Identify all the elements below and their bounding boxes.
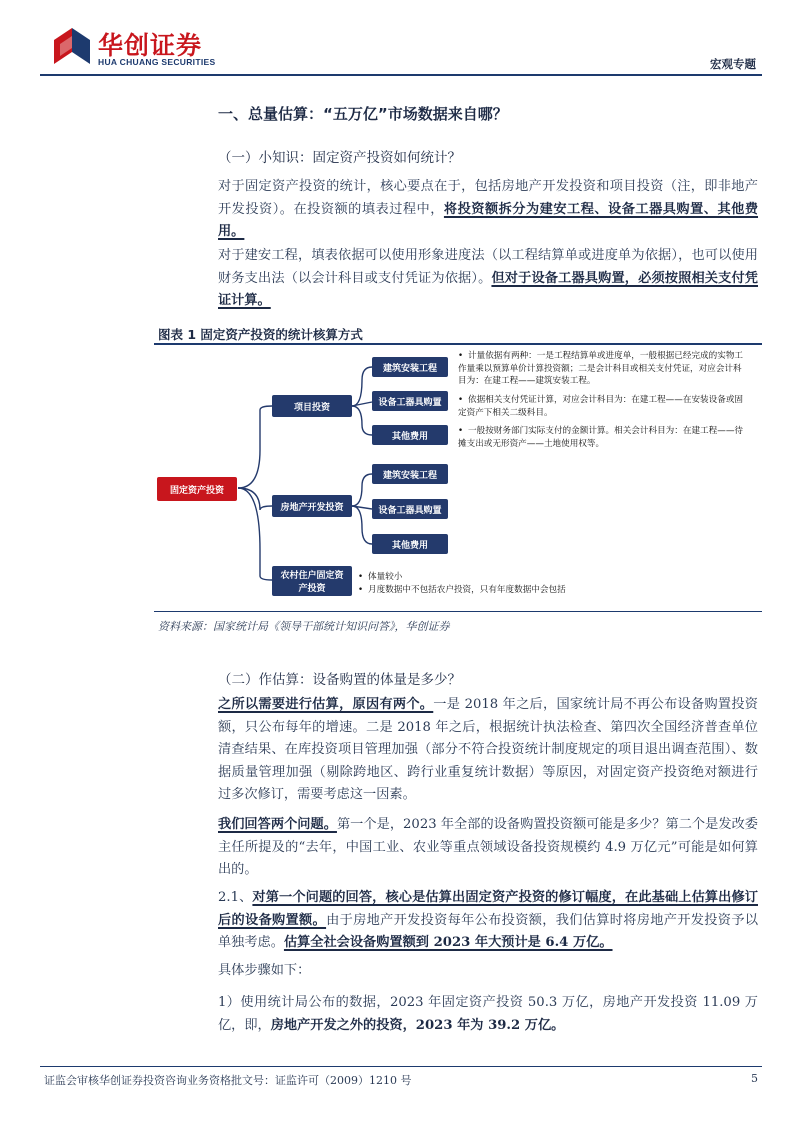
note-other-text: 一般按财务部门实际支付的金额计算。相关会计科目为：在建工程——待摊支出或无形资产——土地使用权等。 <box>458 426 744 449</box>
paragraph-2 <box>218 245 758 313</box>
paragraph-2-emphasis: 但对于设备工器具购置，必须按照相关支付凭证计算。 <box>218 270 758 308</box>
connector-root-branch1 <box>238 406 272 488</box>
logo-text: 华创证券 <box>98 31 203 60</box>
tree-connectors <box>150 350 770 605</box>
note-equipment: • 依据相关支付凭证计算，对应会计科目为：在建工程——在安装设备或固定资产下相关二级科目。 <box>458 395 744 418</box>
logo-subtext: HUA CHUANG SECURITIES <box>98 57 216 67</box>
paragraph-4 <box>218 814 758 882</box>
node-construction-installation-1: 建筑安装工程 <box>372 357 448 377</box>
connector-b2-c <box>352 506 372 544</box>
report-type-label: 宏观专题 <box>710 57 756 71</box>
paragraph-4-emphasis: 我们回答两个问题。 <box>218 817 337 832</box>
connector-b1-b <box>352 402 372 406</box>
source-divider <box>154 611 762 612</box>
node-equipment-purchase-1: 设备工器具购置 <box>372 391 448 411</box>
paragraph-5-emphasis: 对第一个问题的回答，核心是估算出固定资产投资的修订幅度，在此基础上估算出修订后的设备购置额。 <box>218 890 758 928</box>
paragraph-3-text: 一是 2018 年之后，国家统计局不再公布设备购置投资额，只公布每年的增速。二是 2018 年之后，根据统计执法检查、第四次全国经济普查单位清查结果、在库投资项目管理加强（部分不符合投资统计制度规定的项目退出调查范围）、数据质量管理加强（剔除跨地区、跨行业重复统计数据）等原因，对固定资产投资绝对额进行过多次修订，需要考虑这一因素。 <box>218 697 758 802</box>
note-construction-text: 计量依据有两种：一是工程结算单或进度单，一般根据已经完成的实物工作量乘以预算单价计算投资额；二是会计科目或相关支付凭证，对应会计科目为：在建工程——建筑安装工程。 <box>458 351 744 387</box>
paragraph-2-text: 对于建安工程，填表依据可以使用形象进度法（以工程结算单或进度单为依据），也可以使用财务支出法（以会计科目或支付凭证为依据）。 <box>218 248 758 286</box>
logo-icon <box>52 26 92 66</box>
node-rural-household-investment: 农村住户固定资产投资 <box>272 566 352 596</box>
subsection-title-2: （二）作估算：设备购置的体量是多少？ <box>218 672 461 688</box>
paragraph-5 <box>218 887 758 955</box>
footer-disclaimer: 证监会审核华创证券投资咨询业务资格批文号：证监许可（2009）1210 号 <box>44 1074 412 1087</box>
node-fixed-asset-investment: 固定资产投资 <box>157 477 237 501</box>
paragraph-1-emphasis: 将投资额拆分为建安工程、设备工器具购置、其他费用。 <box>218 201 759 239</box>
note-equipment-text: 依据相关支付凭证计算，对应会计科目为：在建工程——在安装设备或固定资产下相关二级科目。 <box>458 395 744 418</box>
connector-root-branch3 <box>238 488 272 580</box>
figure-title: 图表 1 固定资产投资的统计核算方式 <box>158 327 363 342</box>
note-rural-1: • 体量较小 <box>358 572 403 582</box>
note-rural-2: • 月度数据中不包括农户投资，只有年度数据中会包括 <box>358 585 566 595</box>
paragraph-7 <box>218 992 758 1037</box>
paragraph-1-text: 对于固定资产投资的统计，核心要点在于，包括房地产开发投资和项目投资（注，即非地产开发投资）。在投资额的填表过程中， <box>218 179 758 217</box>
node-real-estate-investment: 房地产开发投资 <box>272 495 352 517</box>
header-divider <box>40 74 762 76</box>
paragraph-3-emphasis: 之所以需要进行估算，原因有两个。 <box>218 697 434 712</box>
figure-divider <box>154 343 762 345</box>
node-other-expenses-2: 其他费用 <box>372 534 448 554</box>
note-rural-1-text: 体量较小 <box>368 572 403 582</box>
paragraph-1 <box>218 176 758 244</box>
paragraph-7-emphasis: 房地产开发之外的投资，2023 年为 39.2 万亿。 <box>270 1017 565 1033</box>
paragraph-5-text: 由于房地产开发投资每年公布投资额，我们估算时将房地产开发投资予以单独考虑。 <box>218 912 759 950</box>
figure-source: 资料来源：国家统计局《领导干部统计知识问答》，华创证券 <box>158 620 450 633</box>
paragraph-3 <box>218 694 758 807</box>
node-other-expenses-1: 其他费用 <box>372 425 448 445</box>
node-construction-installation-2: 建筑安装工程 <box>372 464 448 484</box>
section-title: 一、总量估算：“五万亿”市场数据来自哪？ <box>218 105 508 123</box>
paragraph-7-text: 1）使用统计局公布的数据，2023 年固定资产投资 50.3 万亿，房地产开发投资 11.09 万亿，即， <box>218 995 758 1033</box>
note-rural-2-text: 月度数据中不包括农户投资，只有年度数据中会包括 <box>368 585 566 595</box>
connector-b1-c <box>352 406 372 435</box>
subsection-title-1: （一）小知识：固定资产投资如何统计？ <box>218 150 461 166</box>
paragraph-5-conclusion: 估算全社会设备购置额到 2023 年大预计是 6.4 万亿。 <box>283 935 613 950</box>
page-number: 5 <box>751 1072 758 1085</box>
note-construction: • 计量依据有两种：一是工程结算单或进度单，一般根据已经完成的实物工作量乘以预算单价计算投资额；二是会计科目或相关支付凭证，对应会计科目为：在建工程——建筑安装工程。 <box>458 351 744 387</box>
node-project-investment: 项目投资 <box>272 395 352 417</box>
node-equipment-purchase-2: 设备工器具购置 <box>372 499 448 519</box>
connector-b1-a <box>352 367 372 406</box>
paragraph-6: 具体步骤如下： <box>218 963 311 978</box>
footer-divider <box>40 1066 762 1067</box>
connector-b2-a <box>352 474 372 506</box>
note-other: • 一般按财务部门实际支付的金额计算。相关会计科目为：在建工程——待摊支出或无形资产——土地使用权等。 <box>458 426 744 449</box>
paragraph-4-text: 第一个是，2023 年全部的设备购置投资额可能是多少？第二个是发改委主任所提及的“去年，中国工业、农业等重点领域设备投资规模约 4.9 万亿元”可能是如何算出的。 <box>218 817 758 877</box>
paragraph-5-number: 2.1、 <box>218 890 253 905</box>
